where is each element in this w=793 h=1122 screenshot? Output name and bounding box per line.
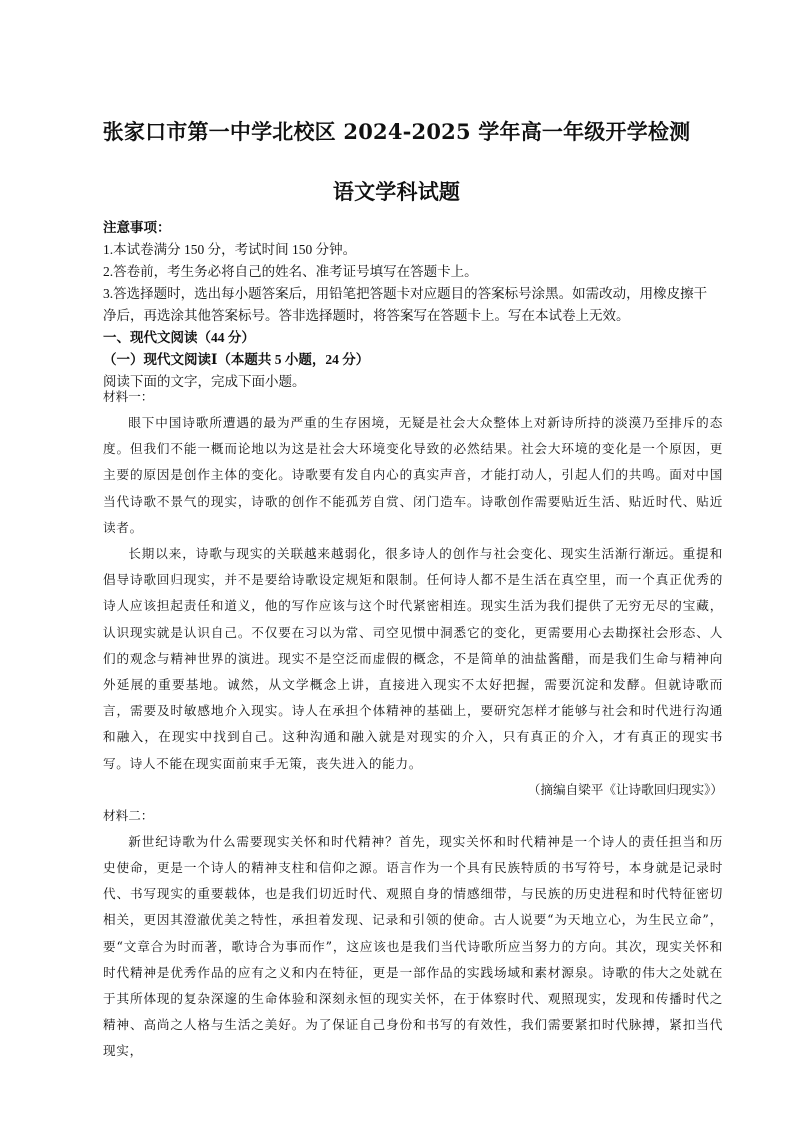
- exam-subtitle: 语文学科试题: [332, 179, 461, 204]
- notice-block: [103, 217, 708, 393]
- section-heading: 一、现代文阅读（44 分）: [103, 330, 255, 345]
- material-1-source: （摘编自梁平《让诗歌回归现实》）: [527, 781, 723, 797]
- material-1-paragraph-2: 长期以来，诗歌与现实的关联越来越弱化，很多诗人的创作与社会变化、现实生活渐行渐远。重提和倡导诗歌回归现实，并不是要给诗歌设定规矩和限制。任何诗人都不是生活在真空里，而一个真正优秀的诗人应该担起责任和道义，他的写作应该与这个时代紧密相连。现实生活为我们提供了无穷无尽的宝藏，认识现实就是认识自己。不仅要在习以为常、司空见惯中洞悉它的变化，更需要用心去勘探社会形态、人们的观念与精神世界的演进。现实不是空泛而虚假的概念，不是简单的油盐酱醋，而是我们生命与精神向外延展的重要基地。诚然，从文学概念上讲，直接进入现实不太好把握，需要沉淀和发酵。但就诗歌而言，需要及时敏感地介入现实。诗人在承担个体精神的基础上，要研究怎样才能够与社会和时代进行沟通和融入，在现实中找到自己。这种沟通和融入就是对现实的介入，只有真正的介入，才有真正的现实书写。诗人不能在现实面前束手无策，丧失进入的能力。: [103, 546, 723, 771]
- material-2-label: 材料二：: [103, 807, 154, 823]
- notice-heading: 注意事项：: [103, 220, 171, 235]
- material-1-paragraph-1: 眼下中国诗歌所遭遇的最为严重的生存困境，无疑是社会大众整体上对新诗所持的淡漠乃至排斥的态度。但我们不能一概而论地以为这是社会大环境变化导致的必然结果。社会大环境的变化是一个原因，更主要的原因是创作主体的变化。诗歌要有发自内心的真实声音，才能打动人，引起人们的共鸣。面对中国当代诗歌不景气的现实，诗歌的创作不能孤芳自赏、闭门造车。诗歌创作需要贴近生活、贴近时代、贴近读者。: [103, 415, 723, 535]
- reading-body: [103, 384, 723, 1065]
- reading-instruction: 阅读下面的文字，完成下面小题。: [103, 374, 306, 389]
- material-2-paragraph-1: 新世纪诗歌为什么需要现实关怀和时代精神？首先，现实关怀和时代精神是一个诗人的责任担当和历史使命，更是一个诗人的精神支柱和信仰之源。语言作为一个具有民族特质的书写符号，本身就是记录时代、书写现实的重要载体，也是我们切近时代、观照自身的情感细带，与民族的历史进程和时代特征密切相关，更因其澄澈优美之特性，承担着发现、记录和引领的使命。古人说要“为天地立心，为生民立命”，要“文章合为时而著，歌诗合为事而作”，这应该也是我们当代诗歌所应当努力的方向。其次，现实关怀和时代精神是优秀作品的应有之义和内在特征，更是一部作品的实践场域和素材源泉。诗歌的伟大之处就在于其所体现的复杂深邃的生命体验和深刻永恒的现实关怀，在于体察时代、观照现实，发现和传播时代之精神、高尚之人格与生活之美好。为了保证自己身份和书写的有效性，我们需要紧扣时代脉搏，紧扣当代现实，: [103, 833, 723, 1059]
- notice-item-3-continued: 净后，再选涂其他答案标号。答非选择题时，将答案写在答题卡上。写在本试卷上无效。: [103, 308, 630, 323]
- material-1-label: 材料一：: [103, 389, 154, 404]
- notice-item-3: 3.答选择题时，选出每小题答案后，用铅笔把答题卡对应题目的答案标号涂黑。如需改动，用橡皮擦干: [103, 286, 708, 301]
- notice-item-1: 1.本试卷满分 150 分，考试时间 150 分钟。: [103, 242, 357, 257]
- section-subheading: （一）现代文阅读Ⅰ（本题共 5 小题，24 分）: [103, 352, 370, 367]
- exam-title: 张家口市第一中学北校区 2024-2025 学年高一年级开学检测: [102, 119, 691, 144]
- notice-item-2: 2.答卷前，考生务必将自己的姓名、准考证号填写在答题卡上。: [103, 264, 478, 279]
